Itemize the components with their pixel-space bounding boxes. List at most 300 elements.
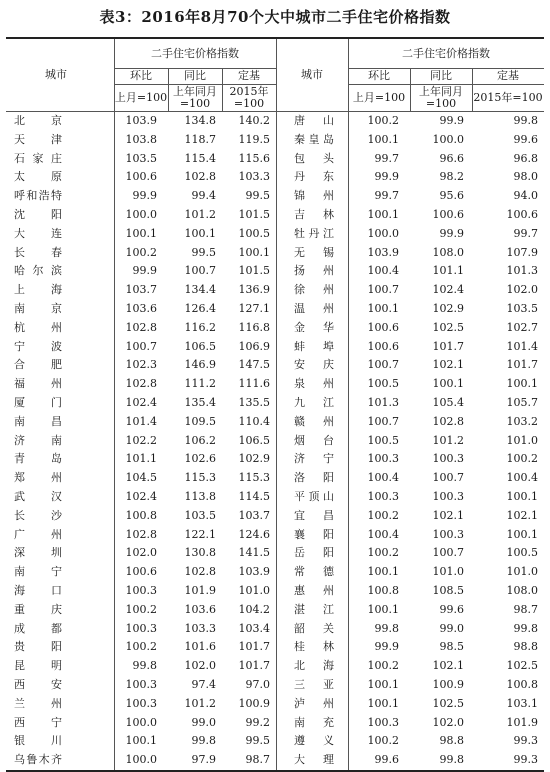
yoy-sub-header-right: 上年同月=100: [419, 85, 463, 110]
mom-cell: 103.5: [125, 151, 157, 165]
mom-cell: 100.3: [367, 452, 399, 466]
table-row: [6, 187, 544, 206]
city-cell: 福 州: [14, 377, 62, 391]
city-cell: 金 华: [294, 320, 334, 334]
table-body: [6, 111, 544, 772]
base-cell: 103.2: [506, 414, 538, 428]
city-column-header-right: 城市: [301, 68, 323, 81]
table-row: [6, 262, 544, 281]
city-cell: 常 德: [294, 565, 334, 579]
base-cell: 101.7: [238, 659, 270, 673]
yoy-cell: 100.1: [432, 377, 464, 391]
mom-cell: 100.1: [367, 132, 399, 146]
yoy-cell: 98.2: [439, 170, 464, 184]
table-row: [6, 206, 544, 225]
table-row: [6, 714, 544, 733]
city-cell: 吉 林: [294, 207, 334, 221]
city-cell: 安 庆: [294, 358, 334, 372]
base-cell: 98.0: [513, 170, 538, 184]
yoy-cell: 126.4: [184, 301, 216, 315]
city-cell: 南 京: [14, 301, 62, 315]
yoy-cell: 108.5: [432, 583, 464, 597]
base-cell: 103.3: [238, 170, 270, 184]
table-row: [6, 676, 544, 695]
base-cell: 96.8: [513, 151, 538, 165]
yoy-header-right: 同比: [430, 69, 452, 82]
city-cell: 三 亚: [294, 677, 334, 691]
city-cell: 桂 林: [294, 640, 334, 654]
city-cell: 上 海: [14, 283, 62, 297]
yoy-cell: 101.6: [184, 640, 216, 654]
base-cell: 101.9: [506, 715, 538, 729]
mom-cell: 100.6: [367, 339, 399, 353]
base-cell: 99.5: [245, 189, 270, 203]
city-cell: 厦 门: [14, 395, 62, 409]
mom-cell: 101.4: [125, 414, 157, 428]
city-cell: 南 充: [294, 715, 334, 729]
city-cell: 宁 波: [14, 339, 62, 353]
yoy-cell: 109.5: [184, 414, 216, 428]
mom-cell: 104.5: [125, 471, 157, 485]
city-column-header-left: 城市: [45, 68, 67, 81]
yoy-cell: 102.1: [432, 508, 464, 522]
yoy-cell: 96.6: [439, 151, 464, 165]
base-cell: 100.6: [506, 207, 538, 221]
yoy-cell: 99.9: [439, 114, 464, 127]
base-cell: 103.7: [238, 508, 270, 522]
header-rule: [114, 84, 276, 85]
table-row: [6, 732, 544, 751]
yoy-cell: 100.3: [432, 452, 464, 466]
city-cell: 惠 州: [294, 583, 334, 597]
yoy-cell: 105.4: [432, 395, 464, 409]
city-cell: 济 南: [14, 433, 62, 447]
base-cell: 115.6: [238, 151, 270, 165]
mom-cell: 100.4: [367, 471, 399, 485]
mom-cell: 102.8: [125, 377, 157, 391]
city-cell: 乌鲁木齐: [14, 753, 62, 767]
city-cell: 牡丹江: [294, 226, 334, 240]
index-group-header-left: 二手住宅价格指数: [151, 47, 239, 60]
table-row: [6, 657, 544, 676]
city-cell: 九 江: [294, 395, 334, 409]
base-cell: 108.0: [506, 583, 538, 597]
base-cell: 100.1: [506, 377, 538, 391]
yoy-cell: 102.0: [432, 715, 464, 729]
mom-cell: 100.1: [125, 734, 157, 748]
city-cell: 韶 关: [294, 621, 334, 635]
table-row: [6, 488, 544, 507]
mom-cell: 103.9: [367, 245, 399, 259]
base-cell: 102.5: [506, 659, 538, 673]
yoy-cell: 99.0: [191, 715, 216, 729]
base-cell: 127.1: [238, 301, 270, 315]
base-cell: 99.5: [245, 734, 270, 748]
header-divider: [410, 68, 411, 111]
yoy-cell: 99.0: [439, 621, 464, 635]
yoy-cell: 102.0: [184, 659, 216, 673]
table-row: [6, 394, 544, 413]
mom-cell: 100.7: [367, 414, 399, 428]
mom-cell: 103.8: [125, 132, 157, 146]
yoy-cell: 102.8: [432, 414, 464, 428]
mom-cell: 100.0: [125, 715, 157, 729]
yoy-cell: 100.1: [184, 226, 216, 240]
table-row: [6, 319, 544, 338]
yoy-cell: 99.8: [439, 753, 464, 767]
base-cell: 102.0: [506, 283, 538, 297]
table-row: [6, 563, 544, 582]
city-cell: 西 宁: [14, 715, 62, 729]
city-cell: 成 都: [14, 621, 62, 635]
base-cell: 98.7: [513, 602, 538, 616]
yoy-cell: 102.1: [432, 358, 464, 372]
city-cell: 石家庄: [14, 151, 62, 165]
mom-cell: 100.1: [367, 301, 399, 315]
city-cell: 襄 阳: [294, 527, 334, 541]
yoy-cell: 146.9: [184, 358, 216, 372]
base-cell: 101.4: [506, 339, 538, 353]
yoy-cell: 103.6: [184, 602, 216, 616]
base-cell: 94.0: [513, 189, 538, 203]
yoy-cell: 100.7: [184, 264, 216, 278]
header-rule: [348, 68, 544, 69]
city-cell: 海 口: [14, 583, 62, 597]
yoy-cell: 115.3: [184, 471, 216, 485]
base-cell: 103.9: [238, 565, 270, 579]
base-cell: 99.8: [513, 114, 538, 127]
mom-cell: 100.1: [367, 602, 399, 616]
city-cell: 呼和浩特: [14, 189, 62, 203]
city-cell: 太 原: [14, 170, 62, 184]
yoy-cell: 101.2: [432, 433, 464, 447]
yoy-sub-header-left: 上年同月=100: [173, 85, 217, 110]
yoy-cell: 100.0: [432, 132, 464, 146]
city-cell: 蚌 埠: [294, 339, 334, 353]
base-cell: 98.7: [245, 753, 270, 767]
mom-cell: 100.6: [125, 170, 157, 184]
table-row: [6, 620, 544, 639]
table-row: [6, 695, 544, 714]
city-cell: 武 汉: [14, 489, 62, 503]
base-cell: 102.1: [506, 508, 538, 522]
yoy-cell: 98.5: [439, 640, 464, 654]
city-cell: 哈尔滨: [14, 264, 62, 278]
yoy-cell: 106.2: [184, 433, 216, 447]
mom-cell: 99.9: [374, 170, 399, 184]
mom-cell: 99.8: [374, 621, 399, 635]
mom-cell: 99.8: [132, 659, 157, 673]
yoy-cell: 101.1: [432, 264, 464, 278]
yoy-cell: 134.4: [184, 283, 216, 297]
mom-cell: 100.2: [367, 546, 399, 560]
yoy-cell: 102.8: [184, 170, 216, 184]
base-cell: 98.8: [513, 640, 538, 654]
base-cell: 103.5: [506, 301, 538, 315]
mom-cell: 100.2: [367, 659, 399, 673]
mom-cell: 102.4: [125, 395, 157, 409]
mom-sub-header-right: 上月=100: [352, 91, 406, 104]
mom-cell: 100.2: [367, 508, 399, 522]
mom-cell: 99.9: [132, 189, 157, 203]
table-row: [6, 469, 544, 488]
yoy-cell: 100.7: [432, 471, 464, 485]
city-cell: 郑 州: [14, 471, 62, 485]
city-cell: 大 理: [294, 753, 334, 767]
mom-cell: 99.6: [374, 753, 399, 767]
city-cell: 北 海: [294, 659, 334, 673]
mom-cell: 100.1: [367, 677, 399, 691]
mom-cell: 100.1: [367, 207, 399, 221]
mom-cell: 100.2: [125, 245, 157, 259]
yoy-cell: 108.0: [432, 245, 464, 259]
table-row: [6, 638, 544, 657]
table-row: [6, 544, 544, 563]
yoy-cell: 101.7: [432, 339, 464, 353]
header-rule: [348, 84, 544, 85]
yoy-cell: 102.1: [432, 659, 464, 673]
yoy-cell: 100.3: [432, 489, 464, 503]
base-cell: 124.6: [238, 527, 270, 541]
base-sub-header-left: 2015年=100: [229, 85, 269, 110]
yoy-cell: 102.4: [432, 283, 464, 297]
base-cell: 101.0: [238, 583, 270, 597]
table-row: [6, 225, 544, 244]
base-header-right: 定基: [497, 69, 519, 82]
base-cell: 107.9: [506, 245, 538, 259]
base-cell: 116.8: [238, 320, 270, 334]
base-cell: 100.1: [506, 527, 538, 541]
table-row: [6, 582, 544, 601]
yoy-cell: 99.8: [191, 734, 216, 748]
yoy-cell: 115.4: [184, 151, 216, 165]
city-cell: 唐 山: [294, 114, 334, 127]
base-cell: 101.7: [238, 640, 270, 654]
mom-cell: 100.4: [367, 527, 399, 541]
yoy-cell: 97.4: [191, 677, 216, 691]
base-cell: 147.5: [238, 358, 270, 372]
base-cell: 100.5: [506, 546, 538, 560]
base-cell: 101.5: [238, 264, 270, 278]
city-cell: 无 锡: [294, 245, 334, 259]
mom-cell: 100.1: [367, 696, 399, 710]
base-cell: 101.5: [238, 207, 270, 221]
base-sub-header-right: 2015年=100: [473, 91, 543, 104]
yoy-cell: 98.8: [439, 734, 464, 748]
city-cell: 北 京: [14, 114, 62, 127]
city-cell: 锦 州: [294, 189, 334, 203]
city-cell: 杭 州: [14, 320, 62, 334]
mom-cell: 102.3: [125, 358, 157, 372]
header-rule: [114, 68, 276, 69]
table-row: [6, 300, 544, 319]
base-header-left: 定基: [238, 69, 260, 82]
table-row: [6, 450, 544, 469]
mom-cell: 103.6: [125, 301, 157, 315]
yoy-cell: 130.8: [184, 546, 216, 560]
table-row: [6, 526, 544, 545]
mom-cell: 99.9: [132, 264, 157, 278]
city-cell: 遵 义: [294, 734, 334, 748]
mom-cell: 100.3: [125, 583, 157, 597]
city-cell: 合 肥: [14, 358, 62, 372]
table-row: [6, 413, 544, 432]
city-cell: 赣 州: [294, 414, 334, 428]
city-cell: 扬 州: [294, 264, 334, 278]
base-cell: 105.7: [506, 395, 538, 409]
yoy-cell: 97.9: [191, 753, 216, 767]
table-row: [6, 356, 544, 375]
base-cell: 106.5: [238, 433, 270, 447]
yoy-cell: 102.8: [184, 565, 216, 579]
mom-cell: 100.3: [367, 489, 399, 503]
mom-header-left: 环比: [130, 69, 152, 82]
city-cell: 沈 阳: [14, 207, 62, 221]
yoy-cell: 101.0: [432, 565, 464, 579]
table-row: [6, 338, 544, 357]
mom-cell: 101.1: [125, 452, 157, 466]
table-row: [6, 131, 544, 150]
mom-cell: 100.0: [125, 753, 157, 767]
mom-cell: 100.8: [125, 508, 157, 522]
header-divider: [472, 68, 473, 111]
mom-cell: 100.7: [367, 283, 399, 297]
header-divider: [348, 39, 349, 111]
city-cell: 丹 东: [294, 170, 334, 184]
mom-cell: 100.4: [367, 264, 399, 278]
base-cell: 141.5: [238, 546, 270, 560]
city-cell: 深 圳: [14, 546, 62, 560]
yoy-cell: 99.6: [439, 602, 464, 616]
yoy-cell: 99.5: [191, 245, 216, 259]
base-cell: 97.0: [245, 677, 270, 691]
table-row: [6, 150, 544, 169]
base-cell: 100.8: [506, 677, 538, 691]
city-cell: 包 头: [294, 151, 334, 165]
yoy-cell: 100.9: [432, 677, 464, 691]
city-cell: 天 津: [14, 132, 62, 146]
city-cell: 南 宁: [14, 565, 62, 579]
mom-cell: 100.3: [367, 715, 399, 729]
city-cell: 泸 州: [294, 696, 334, 710]
base-cell: 101.0: [506, 565, 538, 579]
base-cell: 99.3: [513, 753, 538, 767]
city-cell: 平顶山: [294, 489, 334, 503]
city-cell: 青 岛: [14, 452, 62, 466]
city-cell: 重 庆: [14, 602, 62, 616]
mom-cell: 101.3: [367, 395, 399, 409]
base-cell: 101.7: [506, 358, 538, 372]
city-cell: 济 宁: [294, 452, 334, 466]
city-cell: 洛 阳: [294, 471, 334, 485]
mom-cell: 99.9: [374, 640, 399, 654]
table-row: [6, 507, 544, 526]
yoy-cell: 113.8: [184, 489, 216, 503]
yoy-cell: 101.2: [184, 696, 216, 710]
mom-cell: 100.3: [125, 621, 157, 635]
base-cell: 103.4: [238, 621, 270, 635]
base-cell: 99.7: [513, 226, 538, 240]
mom-cell: 100.1: [367, 565, 399, 579]
base-cell: 101.0: [506, 433, 538, 447]
yoy-cell: 102.6: [184, 452, 216, 466]
city-cell: 长 春: [14, 245, 62, 259]
table-row: [6, 432, 544, 451]
mom-cell: 100.2: [125, 640, 157, 654]
yoy-header-left: 同比: [184, 69, 206, 82]
base-cell: 136.9: [238, 283, 270, 297]
base-cell: 114.5: [238, 489, 270, 503]
yoy-cell: 118.7: [184, 132, 216, 146]
city-cell: 宜 昌: [294, 508, 334, 522]
city-cell: 贵 阳: [14, 640, 62, 654]
base-cell: 100.4: [506, 471, 538, 485]
yoy-cell: 95.6: [439, 189, 464, 203]
table-header: [6, 37, 544, 111]
table-row: [6, 244, 544, 263]
mom-cell: 100.6: [125, 565, 157, 579]
table-title: 表3：2016年8月70个大中城市二手住宅价格指数: [99, 8, 451, 26]
city-cell: 泉 州: [294, 377, 334, 391]
mom-cell: 100.2: [125, 602, 157, 616]
table-row: [6, 375, 544, 394]
city-cell: 西 安: [14, 677, 62, 691]
base-cell: 100.1: [506, 489, 538, 503]
yoy-cell: 102.9: [432, 301, 464, 315]
header-divider: [168, 68, 169, 111]
base-cell: 99.6: [513, 132, 538, 146]
base-cell: 99.2: [245, 715, 270, 729]
mom-cell: 99.7: [374, 151, 399, 165]
mom-cell: 99.7: [374, 189, 399, 203]
base-cell: 140.2: [238, 114, 270, 127]
base-cell: 99.8: [513, 621, 538, 635]
base-cell: 110.4: [238, 414, 270, 428]
table-row: [6, 601, 544, 620]
header-divider: [114, 39, 115, 111]
yoy-cell: 99.4: [191, 189, 216, 203]
yoy-cell: 100.6: [432, 207, 464, 221]
mom-cell: 100.1: [125, 226, 157, 240]
city-cell: 银 川: [14, 734, 62, 748]
mom-cell: 100.7: [125, 339, 157, 353]
city-cell: 温 州: [294, 301, 334, 315]
yoy-cell: 135.4: [184, 395, 216, 409]
mom-cell: 103.7: [125, 283, 157, 297]
mom-sub-header-left: 上月=100: [114, 91, 168, 104]
base-cell: 135.5: [238, 395, 270, 409]
table-row: [6, 112, 544, 131]
base-cell: 103.1: [506, 696, 538, 710]
city-cell: 湛 江: [294, 602, 334, 616]
city-cell: 兰 州: [14, 696, 62, 710]
city-cell: 昆 明: [14, 659, 62, 673]
base-cell: 106.9: [238, 339, 270, 353]
yoy-cell: 99.9: [439, 226, 464, 240]
base-cell: 119.5: [238, 132, 270, 146]
mom-cell: 100.7: [367, 358, 399, 372]
mom-cell: 100.5: [367, 377, 399, 391]
city-cell: 徐 州: [294, 283, 334, 297]
yoy-cell: 101.2: [184, 207, 216, 221]
base-cell: 100.5: [238, 226, 270, 240]
yoy-cell: 100.7: [432, 546, 464, 560]
mom-cell: 100.8: [367, 583, 399, 597]
mom-cell: 100.5: [367, 433, 399, 447]
mom-cell: 100.6: [367, 320, 399, 334]
base-cell: 100.1: [238, 245, 270, 259]
table-row: [6, 168, 544, 187]
